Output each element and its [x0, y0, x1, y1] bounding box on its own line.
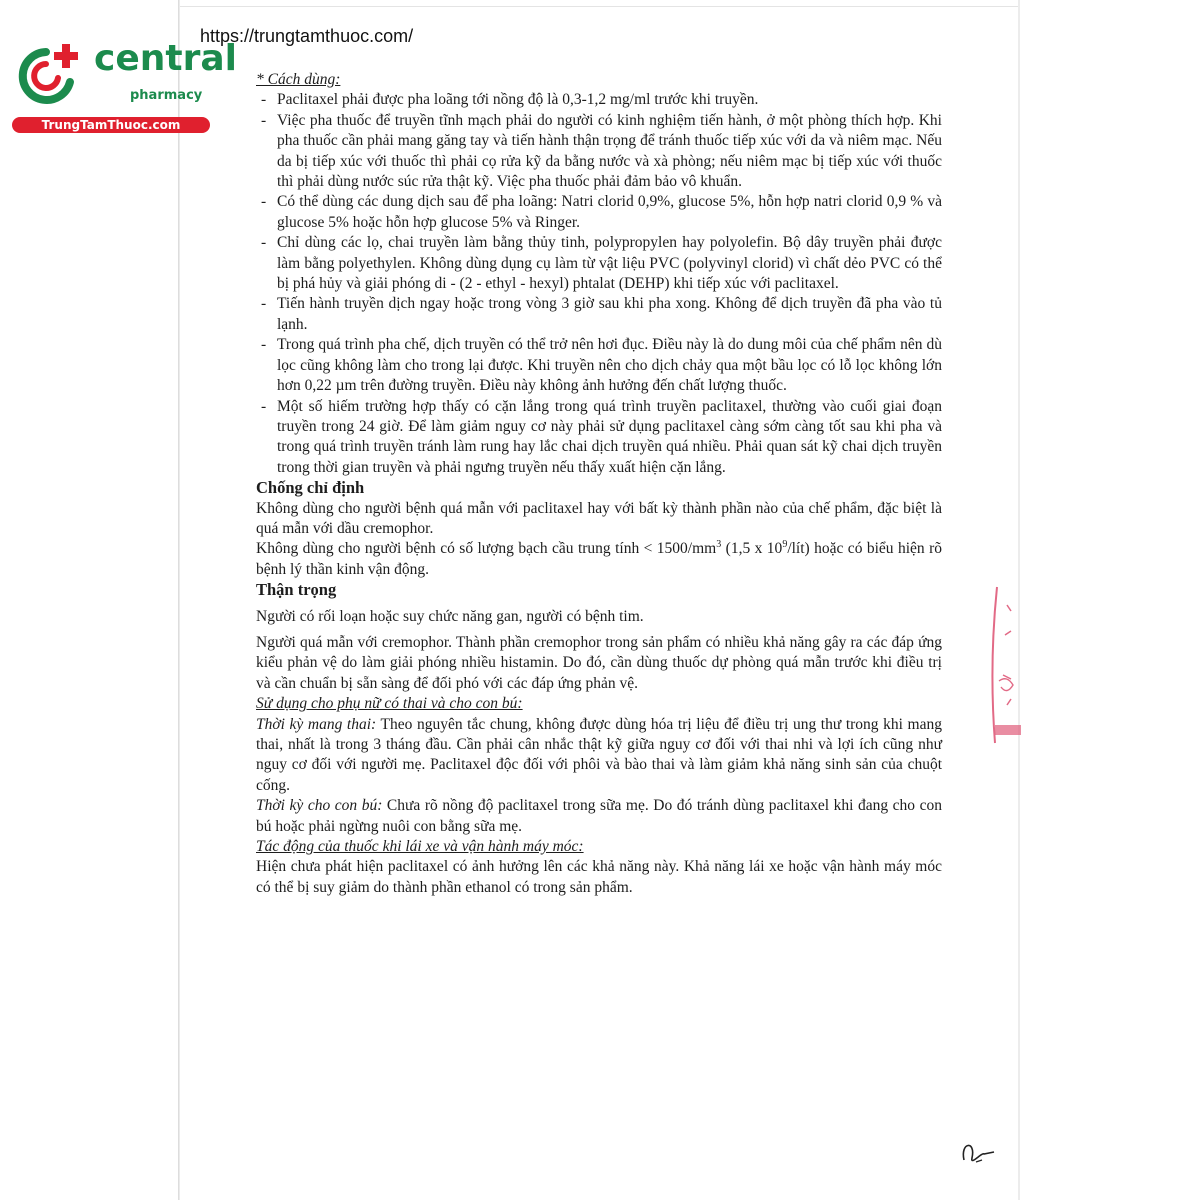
document-body [256, 70, 942, 898]
pregnancy-label: Sử dụng cho phụ nữ có thai và cho con bú: [256, 695, 523, 713]
scan-edge-left [178, 0, 180, 1200]
pregnancy-term: Thời kỳ mang thai: [256, 715, 377, 733]
precautions-paragraph-2: Người quá mẫn với cremophor. Thành phần cremophor trong sản phẩm có nhiều khả năng gây ra các đáp ứng kiểu phản vệ do làm giải phóng nhiều histamin. Do đó, cần dùng thuốc dự phòng quá mẫn trước khi điều trị và cần chuẩn bị sẵn sàng để đối phó với các đáp ứng phản vệ. [256, 633, 942, 692]
usage-item: - Có thể dùng các dung dịch sau để pha loãng: Natri clorid 0,9%, glucose 5%, hỗn hợp natri clorid 0,9 % và glucose 5% hoặc hỗn hợp glucose 5% và Ringer. [256, 192, 942, 233]
contraindications-p2-part-c: /lít) hoặc có biểu hiện rõ bệnh lý thần kinh vận động. [256, 540, 943, 578]
partial-stamp-mark [985, 585, 1025, 745]
usage-label: * Cách dùng: [256, 71, 341, 88]
superscript-9: 9 [782, 539, 788, 551]
superscript-3: 3 [716, 539, 722, 551]
lactation-term: Thời kỳ cho con bú: [256, 797, 383, 815]
signature-mark [958, 1132, 998, 1172]
usage-item: - Chỉ dùng các lọ, chai truyền làm bằng thủy tinh, polypropylen hay polyolefin. Bộ dây truyền phải được làm bằng polyethylen. Không dùng dụng cụ làm từ vật liệu PVC (polyvinyl clorid) vì chất dẻo PVC có thể bị phá hủy và giải phóng di - (2 - ethyl - hexyl) phtalat (DEHP) khi tiếp xúc với paclitaxel. [256, 233, 942, 294]
pharmacy-logo-icon [10, 38, 88, 110]
contraindications-p2-part-a: Không dùng cho người bệnh có số lượng bạch cầu trung tính < 1500/mm [256, 540, 717, 558]
scan-edge-top [180, 6, 1018, 7]
lactation-paragraph [256, 796, 942, 837]
pharmacy-logo [8, 36, 237, 136]
precautions-paragraph-1: Người có rối loạn hoặc suy chức năng gan, người có bệnh tim. [256, 607, 644, 625]
driving-label: Tác động của thuốc khi lái xe và vận hành máy móc: [256, 838, 584, 856]
pregnancy-paragraph [256, 715, 942, 797]
usage-item: - Paclitaxel phải được pha loãng tới nồng độ là 0,3-1,2 mg/ml trước khi truyền. [256, 90, 942, 110]
usage-item: - Việc pha thuốc để truyền tĩnh mạch phải do người có kinh nghiệm tiến hành, ở một phòng thích hợp. Khi pha thuốc cần phải mang găng tay và tiến hành thận trọng để tránh thuốc tiếp xúc với da và niêm mạc. Nếu da bị tiếp xúc với thuốc thì phải cọ rửa kỹ da bằng nước và xà phòng; nếu niêm mạc bị tiếp xúc với thuốc thì phải dùng nước súc rửa thật kỹ. Việc pha thuốc phải đảm bảo vô khuẩn. [256, 111, 942, 193]
usage-list [256, 90, 942, 478]
contraindications-paragraph-1: Không dùng cho người bệnh quá mẫn với paclitaxel hay với bất kỳ thành phần nào của chế phẩm, đặc biệt là quá mẫn với dầu cremophor. [256, 499, 942, 537]
logo-subtitle: pharmacy [130, 88, 203, 103]
logo-banner: TrungTamThuoc.com [12, 117, 210, 133]
usage-item: - Trong quá trình pha chế, dịch truyền có thể trở nên hơi đục. Điều này là do dung môi của chế phẩm nên dù lọc cũng không làm cho trong lại được. Khi truyền nên cho dịch chảy qua một bầu lọc có lỗ lọc không lớn hơn 0,22 µm trên đường truyền. Điều này không ảnh hưởng đến chất lượng thuốc. [256, 335, 942, 396]
lactation-text: Chưa rõ nồng độ paclitaxel trong sữa mẹ. Do đó tránh dùng paclitaxel khi đang cho con bú hoặc phải ngừng nuôi con bằng sữa mẹ. [256, 797, 942, 835]
site-url[interactable]: https://trungtamthuoc.com/ [200, 26, 414, 46]
contraindications-heading: Chống chỉ định [256, 478, 365, 498]
driving-paragraph: Hiện chưa phát hiện paclitaxel có ảnh hưởng lên các khả năng này. Khả năng lái xe hoặc vận hành máy móc có thể bị suy giảm do thành phần ethanol có trong sản phẩm. [256, 858, 942, 896]
usage-item: - Một số hiếm trường hợp thấy có cặn lắng trong quá trình truyền paclitaxel, thường vào cuối giai đoạn truyền trong 24 giờ. Để làm giảm nguy cơ này phải sử dụng paclitaxel càng sớm càng tốt sau khi pha và trong quá trình truyền tránh làm rung hay lắc chai dịch truyền quá nhiều. Phải quan sát kỹ chai dịch truyền trong thời gian truyền và phải ngưng truyền nếu thấy xuất hiện cặn lắng. [256, 397, 942, 479]
precautions-heading: Thận trọng [256, 580, 337, 600]
contraindications-p2-part-b: (1,5 x 10 [721, 540, 783, 558]
contraindications-paragraph-2 [256, 539, 942, 580]
logo-wordmark: central [94, 38, 237, 79]
usage-item: - Tiến hành truyền dịch ngay hoặc trong vòng 3 giờ sau khi pha xong. Không để dịch truyền đã pha vào tủ lạnh. [256, 294, 942, 335]
pregnancy-text: Theo nguyên tắc chung, không được dùng hóa trị liệu để điều trị ung thư trong khi mang thai, nhất là trong 3 tháng đầu. Cần phải cân nhắc thật kỹ giữa nguy cơ đối với thai nhi và lợi ích cũng như nguy cơ đối với người mẹ. Paclitaxel độc đối với phôi và bào thai và làm giảm khả năng sinh sản của chuột cống. [256, 715, 942, 794]
